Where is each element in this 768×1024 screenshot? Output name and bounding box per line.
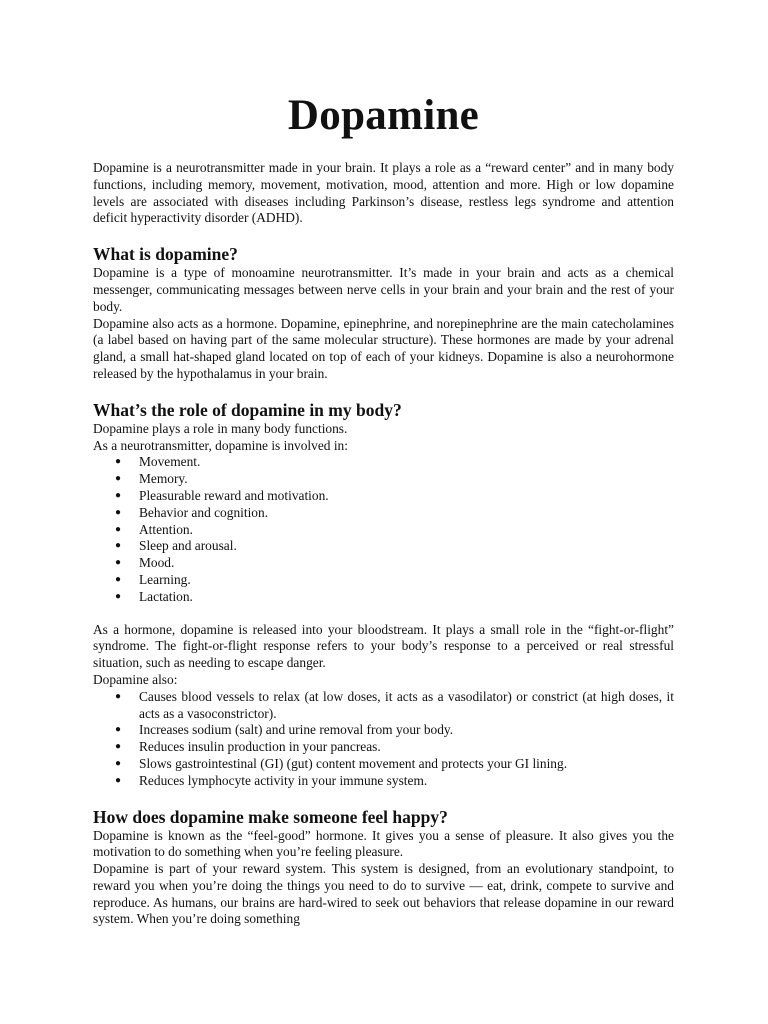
list-item: ● Lactation. bbox=[115, 588, 193, 604]
paragraph: Dopamine is a type of monoamine neurotransmitter. It’s made in your brain and acts as a chemical messenger, communicating messages between nerve cells in your brain and your brain and the rest of your body. bbox=[93, 265, 674, 314]
list-item: ● Increases sodium (salt) and urine removal from your body. bbox=[115, 722, 454, 738]
paragraph: Dopamine also acts as a hormone. Dopamine, epinephrine, and norepinephrine are the main catecholamines (a label based on having part of the same molecular structure). These hormones are made by your adrenal gland, a small hat-shaped gland located on top of each of your kidneys. Dopamine is also a neurohormone released by the hypothalamus in your brain. bbox=[93, 315, 674, 381]
paragraph: Dopamine is known as the “feel-good” hormone. It gives you a sense of pleasure. It also gives you the motivation to do something when you’re feeling pleasure. bbox=[93, 827, 674, 860]
bullet-icon: ● bbox=[115, 557, 122, 569]
section-heading-what-is: What is dopamine? bbox=[93, 244, 238, 265]
hormone-effects-list bbox=[93, 689, 674, 790]
bullet-icon: ● bbox=[115, 540, 122, 552]
paragraph: Dopamine plays a role in many body functions. bbox=[93, 420, 348, 436]
intro-paragraph: Dopamine is a neurotransmitter made in your brain. It plays a role as a “reward center” and in many body functions, including memory, movement, motivation, mood, attention and more. High or low dopamine levels are associated with diseases including Parkinson’s disease, restless legs syndrome and attention deficit hyperactivity disorder (ADHD). bbox=[93, 160, 674, 226]
list-item: ● Causes blood vessels to relax (at low doses, it acts as a vasodilator) or constrict (at high doses, it acts as a vasoconstrictor). bbox=[115, 688, 674, 721]
list-item: ● Attention. bbox=[115, 521, 193, 537]
bullet-icon: ● bbox=[115, 456, 122, 468]
bullet-icon: ● bbox=[115, 741, 122, 753]
bullet-icon: ● bbox=[115, 690, 122, 702]
paragraph: As a neurotransmitter, dopamine is involved in: bbox=[93, 437, 348, 453]
bullet-icon: ● bbox=[115, 489, 122, 501]
bullet-icon: ● bbox=[115, 724, 122, 736]
document-page bbox=[93, 88, 674, 928]
list-item: ● Sleep and arousal. bbox=[115, 538, 237, 554]
bullet-icon: ● bbox=[115, 757, 122, 769]
paragraph: Dopamine also: bbox=[93, 671, 178, 687]
list-item: ● Memory. bbox=[115, 471, 188, 487]
list-item: ● Mood. bbox=[115, 555, 175, 571]
list-item: ● Pleasurable reward and motivation. bbox=[115, 487, 329, 503]
bullet-icon: ● bbox=[115, 523, 122, 535]
list-item: ● Learning. bbox=[115, 571, 191, 587]
list-item: ● Slows gastrointestinal (GI) (gut) content movement and protects your GI lining. bbox=[115, 755, 568, 771]
list-item: ● Reduces insulin production in your pancreas. bbox=[115, 739, 381, 755]
bullet-icon: ● bbox=[115, 473, 122, 485]
paragraph: As a hormone, dopamine is released into your bloodstream. It plays a small role in the “fight-or-flight” syndrome. The fight-or-flight response refers to your body’s response to a perceived or real stressful situation, such as needing to escape danger. bbox=[93, 621, 674, 671]
bullet-icon: ● bbox=[115, 573, 122, 585]
bullet-icon: ● bbox=[115, 774, 122, 786]
list-item: ● Behavior and cognition. bbox=[115, 504, 269, 520]
section-heading-role: What’s the role of dopamine in my body? bbox=[93, 399, 402, 420]
neurotransmitter-list bbox=[93, 454, 674, 605]
bullet-icon: ● bbox=[115, 506, 122, 518]
list-item: ● Movement. bbox=[115, 454, 201, 470]
page-title: Dopamine bbox=[287, 92, 480, 139]
list-item: ● Reduces lymphocyte activity in your immune system. bbox=[115, 772, 428, 788]
section-heading-happy: How does dopamine make someone feel happy? bbox=[93, 806, 448, 827]
bullet-icon: ● bbox=[115, 590, 122, 602]
paragraph: Dopamine is part of your reward system. This system is designed, from an evolutionary standpoint, to reward you when you’re doing the things you need to do to survive — eat, drink, compete to survive and reproduce. As humans, our brains are hard-wired to seek out behaviors that release dopamine in our reward system. When you’re doing something bbox=[93, 861, 674, 927]
